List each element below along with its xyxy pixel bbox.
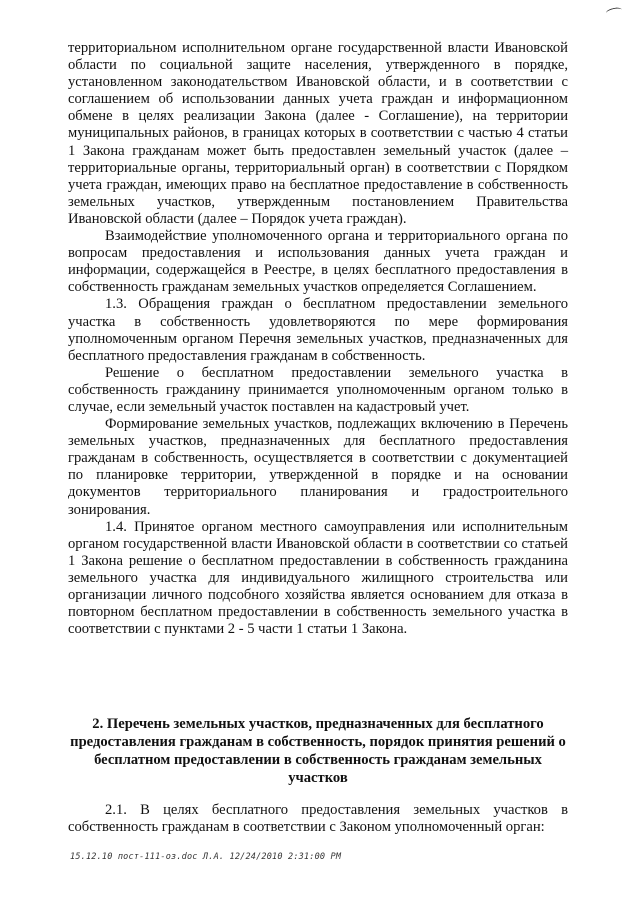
paragraph-1-3: 1.3. Обращения граждан о бесплатном предоставлении земельного участка в собственность удовлетворяются по мере формирования уполномоченным органом Перечня земельных участков, предназначенных для бесплатного предоставления гражданам в собственность. bbox=[68, 296, 568, 364]
paragraph-1-4: 1.4. Принятое органом местного самоуправления или исполнительным органом государственной власти Ивановской области в соответствии со статьей 1 Закона решение о бесплатном предоставлении в собственность гражданина земельного участка для индивидуального жилищного строительства или организации личного подсобного хозяйства является основанием для отказа в повторном бесплатном предоставлении в собственность земельного участка в соответствии с пунктами 2 - 5 части 1 статьи 1 Закона. bbox=[68, 518, 568, 638]
paragraph-formation: Формирование земельных участков, подлежащих включению в Перечень земельных участков, предназначенных для бесплатного предоставления гражданам в собственность, осуществляется в соответствии с документацией по планировке территории, утвержденной в порядке и на основании документов территориального планирования и градостроительного зонирования. bbox=[68, 416, 568, 518]
paragraph-2-1: 2.1. В целях бесплатного предоставления земельных участков в собственность гражданам в соответствии с Законом уполномоченный орган: bbox=[68, 802, 568, 836]
paragraph-interaction: Взаимодействие уполномоченного органа и территориального органа по вопросам предоставления и использования данных учета граждан и информации, содержащейся в Реестре, в целях бесплатного предоставления в собственность гражданам земельных участков определяется Соглашением. bbox=[68, 228, 568, 296]
corner-pen-mark bbox=[605, 6, 622, 16]
section-heading: 2. Перечень земельных участков, предназначенных для бесплатного предоставления гражданам в собственность, порядок принятия решений о бесплатном предоставлении в собственность гражданам земельных участков bbox=[70, 716, 566, 786]
body-text bbox=[68, 40, 568, 638]
footer-filename: 15.12.10 пост-111-оз.doc Л.А. 12/24/2010 2:31:00 PM bbox=[70, 852, 342, 862]
paragraph-continuation: территориальном исполнительном органе государственной власти Ивановской области по социальной защите населения, утвержденного в порядке, установленном законодательством Ивановской области, и в соответствии с соглашением об использовании данных учета граждан и информационном обмене в целях реализации Закона (далее - Соглашение), на территории муниципальных районов, в границах которых в соответствии с частью 4 статьи 1 Закона гражданам может быть предоставлен земельный участок (далее – территориальные органы, территориальный орган) в соответствии с Порядком учета граждан, имеющих право на бесплатное предоставление в собственность земельных участков, утвержденным постановлением Правительства Ивановской области (далее – Порядок учета граждан). bbox=[68, 40, 568, 227]
paragraph-decision: Решение о бесплатном предоставлении земельного участка в собственность гражданину принимается уполномоченным органом только в случае, если земельный участок поставлен на кадастровый учет. bbox=[68, 364, 568, 415]
